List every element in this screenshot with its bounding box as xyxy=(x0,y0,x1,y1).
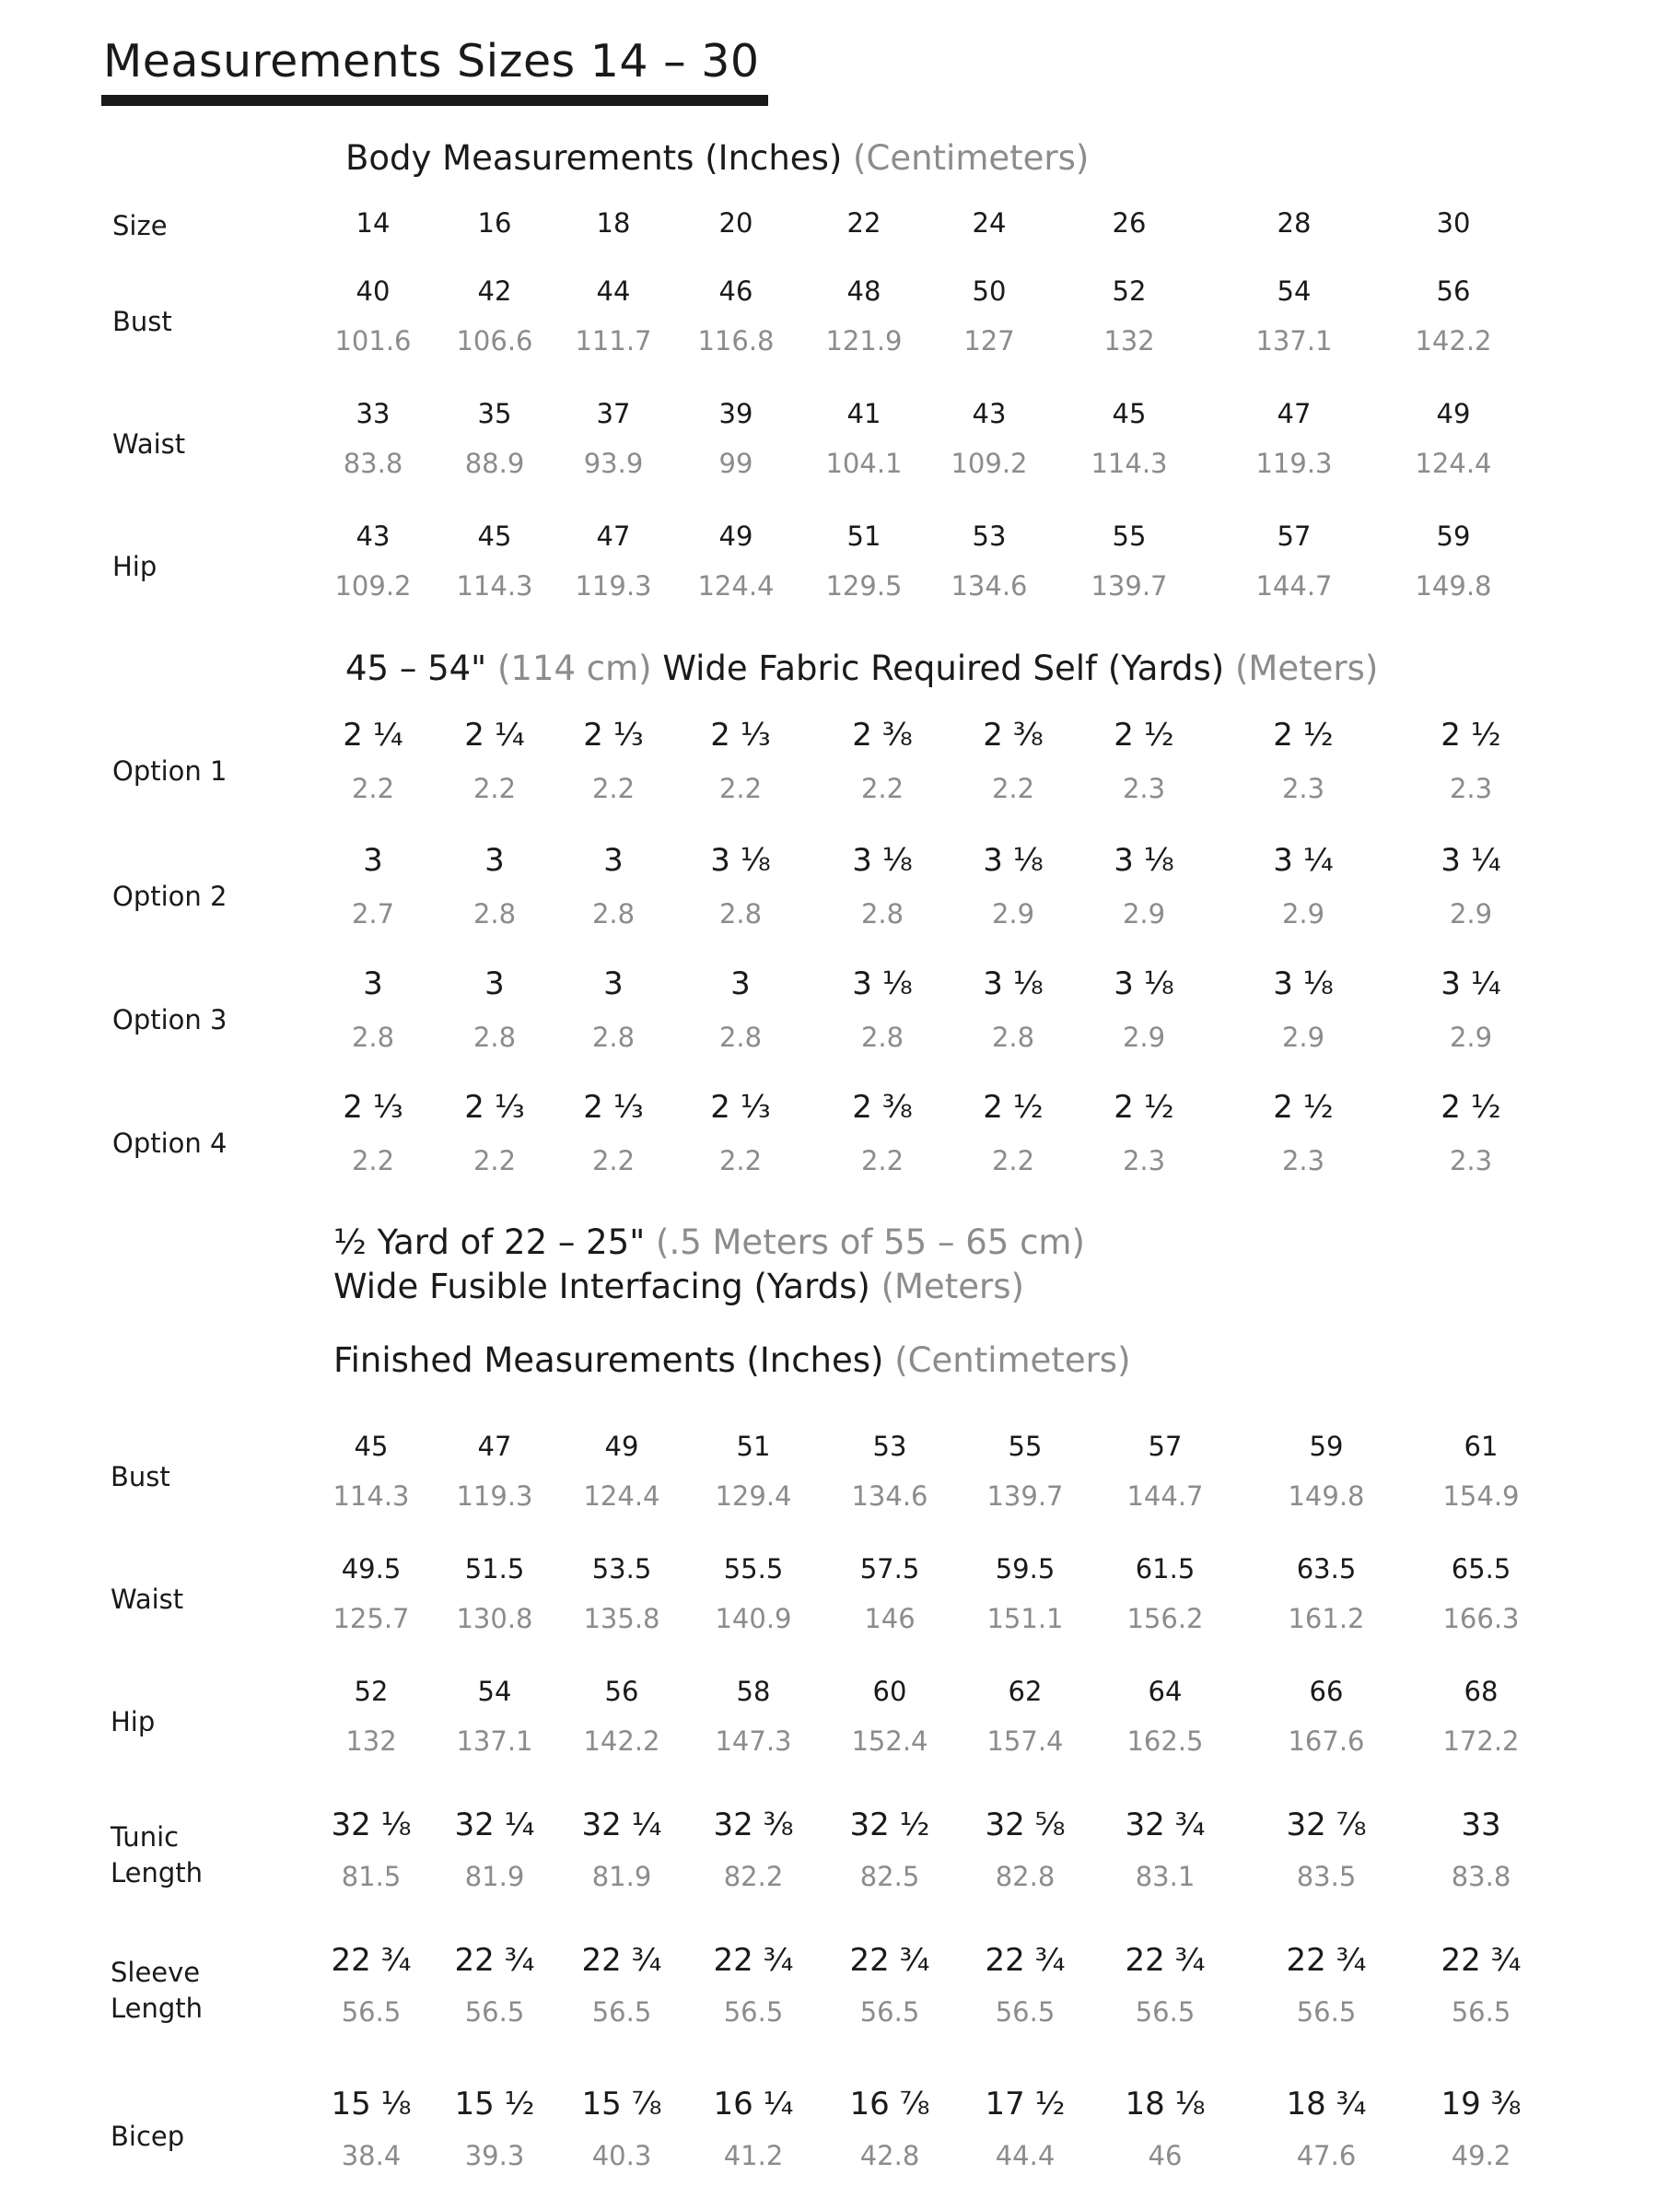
fabric-heading-width: 45 – 54" xyxy=(345,649,487,688)
finished-heading-alt: (Centimeters) xyxy=(883,1340,1131,1380)
finished-inch-value: 54 xyxy=(477,1676,512,1707)
interfacing-line1-alt: (.5 Meters of 55 – 65 cm) xyxy=(645,1222,1085,1262)
size-value: 30 xyxy=(1436,207,1471,239)
body-inch-value: 43 xyxy=(972,398,1007,429)
finished-inch-value: 16 ¼ xyxy=(713,2086,794,2122)
finished-inch-value: 51.5 xyxy=(464,1553,525,1584)
finished-cm-value: 56.5 xyxy=(1451,1996,1511,2028)
fabric-heading-alt: (Meters) xyxy=(1224,649,1379,688)
body-inch-value: 45 xyxy=(477,520,512,552)
finished-cm-value: 151.1 xyxy=(986,1603,1064,1634)
finished-cm-value: 144.7 xyxy=(1126,1480,1204,1512)
finished-cm-value: 162.5 xyxy=(1126,1725,1204,1757)
finished-inch-value: 22 ¾ xyxy=(1441,1942,1522,1979)
finished-cm-value: 152.4 xyxy=(851,1725,928,1757)
fabric-yard-value: 2 ⅓ xyxy=(583,717,644,754)
body-inch-value: 37 xyxy=(596,398,631,429)
fabric-yard-value: 3 ⅛ xyxy=(983,965,1044,1002)
body-cm-value: 106.6 xyxy=(456,325,533,357)
body-heading-main: Body Measurements (Inches) xyxy=(345,138,843,178)
fabric-yard-value: 2 ⅜ xyxy=(852,1089,913,1126)
interfacing-line2-alt: (Meters) xyxy=(869,1267,1024,1306)
body-inch-value: 39 xyxy=(718,398,753,429)
body-inch-value: 47 xyxy=(596,520,631,552)
finished-inch-value: 22 ¾ xyxy=(581,1942,662,1979)
fabric-meter-value: 2.2 xyxy=(718,1145,763,1176)
fabric-yard-value: 2 ½ xyxy=(1441,1089,1501,1126)
body-cm-value: 104.1 xyxy=(825,448,903,479)
body-inch-value: 54 xyxy=(1277,275,1312,307)
finished-row-label: Tunic Length xyxy=(111,1821,204,1888)
body-cm-value: 99 xyxy=(718,448,753,479)
fabric-yard-value: 2 ⅜ xyxy=(852,717,913,754)
fabric-yard-value: 3 ¼ xyxy=(1273,842,1334,879)
body-cm-value: 121.9 xyxy=(825,325,903,357)
fabric-yard-value: 2 ½ xyxy=(1273,1089,1334,1126)
finished-inch-value: 61.5 xyxy=(1135,1553,1196,1584)
body-inch-value: 42 xyxy=(477,275,512,307)
size-value: 26 xyxy=(1112,207,1147,239)
body-row-label: Hip xyxy=(112,551,158,582)
finished-inch-value: 57.5 xyxy=(859,1553,920,1584)
size-value: 20 xyxy=(718,207,753,239)
finished-inch-value: 15 ½ xyxy=(454,2086,535,2122)
body-inch-value: 41 xyxy=(846,398,881,429)
finished-inch-value: 22 ¾ xyxy=(849,1942,930,1979)
fabric-meter-value: 2.3 xyxy=(1449,773,1493,804)
fabric-meter-value: 2.7 xyxy=(351,898,395,930)
body-inch-value: 33 xyxy=(356,398,391,429)
finished-inch-value: 51 xyxy=(736,1431,771,1462)
finished-row-label: Bust xyxy=(111,1461,170,1492)
fabric-meter-value: 2.3 xyxy=(1449,1145,1493,1176)
finished-cm-value: 134.6 xyxy=(851,1480,928,1512)
body-row-label: Bust xyxy=(112,306,172,337)
fabric-meter-value: 2.3 xyxy=(1281,1145,1325,1176)
finished-inch-value: 64 xyxy=(1148,1676,1183,1707)
body-cm-value: 93.9 xyxy=(583,448,644,479)
finished-inch-value: 58 xyxy=(736,1676,771,1707)
page-title: Measurements Sizes 14 – 30 xyxy=(103,35,760,88)
finished-inch-value: 55 xyxy=(1008,1431,1043,1462)
fabric-meter-value: 2.2 xyxy=(591,773,636,804)
fabric-heading-cm: (114 cm) xyxy=(486,649,652,688)
fabric-meter-value: 2.3 xyxy=(1122,1145,1166,1176)
finished-cm-value: 149.8 xyxy=(1288,1480,1365,1512)
finished-inch-value: 22 ¾ xyxy=(331,1942,412,1979)
fabric-yard-value: 2 ⅓ xyxy=(583,1089,644,1126)
title-underline xyxy=(101,95,768,106)
body-cm-value: 109.2 xyxy=(951,448,1028,479)
finished-inch-value: 49.5 xyxy=(341,1553,402,1584)
finished-inch-value: 60 xyxy=(872,1676,907,1707)
body-inch-value: 52 xyxy=(1112,275,1147,307)
finished-cm-value: 56.5 xyxy=(859,1996,920,2028)
finished-cm-value: 41.2 xyxy=(723,2140,784,2171)
finished-cm-value: 56.5 xyxy=(1296,1996,1357,2028)
finished-inch-value: 33 xyxy=(1461,1807,1501,1843)
body-cm-value: 114.3 xyxy=(456,570,533,602)
finished-cm-value: 83.5 xyxy=(1296,1861,1357,1892)
finished-inch-value: 68 xyxy=(1464,1676,1499,1707)
body-cm-value: 124.4 xyxy=(1415,448,1492,479)
body-inch-value: 44 xyxy=(596,275,631,307)
finished-cm-value: 156.2 xyxy=(1126,1603,1204,1634)
finished-cm-value: 83.1 xyxy=(1135,1861,1196,1892)
fabric-meter-value: 2.8 xyxy=(860,1022,904,1053)
finished-cm-value: 44.4 xyxy=(995,2140,1056,2171)
fabric-yard-value: 3 ⅛ xyxy=(1273,965,1334,1002)
finished-inch-value: 18 ¾ xyxy=(1286,2086,1367,2122)
finished-inch-value: 22 ¾ xyxy=(713,1942,794,1979)
finished-inch-value: 32 ¼ xyxy=(454,1807,535,1843)
finished-inch-value: 22 ¾ xyxy=(985,1942,1066,1979)
fabric-yard-value: 3 ¼ xyxy=(1441,965,1501,1002)
fabric-yard-value: 3 xyxy=(484,842,505,879)
finished-inch-value: 32 ½ xyxy=(849,1807,930,1843)
fabric-meter-value: 2.8 xyxy=(472,898,517,930)
finished-cm-value: 39.3 xyxy=(464,2140,525,2171)
finished-cm-value: 139.7 xyxy=(986,1480,1064,1512)
fabric-option-label: Option 3 xyxy=(112,1004,228,1035)
interfacing-line2-main: Wide Fusible Interfacing (Yards) xyxy=(333,1267,870,1306)
finished-cm-value: 132 xyxy=(345,1725,397,1757)
finished-inch-value: 17 ½ xyxy=(985,2086,1066,2122)
body-cm-value: 129.5 xyxy=(825,570,903,602)
fabric-yard-value: 2 ⅓ xyxy=(343,1089,403,1126)
finished-row-label: Bicep xyxy=(111,2121,185,2152)
fabric-meter-value: 2.2 xyxy=(472,773,517,804)
finished-inch-value: 49 xyxy=(604,1431,639,1462)
body-cm-value: 119.3 xyxy=(575,570,652,602)
body-inch-value: 50 xyxy=(972,275,1007,307)
finished-inch-value: 53.5 xyxy=(591,1553,652,1584)
finished-inch-value: 19 ⅜ xyxy=(1441,2086,1522,2122)
fabric-meter-value: 2.8 xyxy=(591,1022,636,1053)
finished-inch-value: 22 ¾ xyxy=(1125,1942,1206,1979)
finished-inch-value: 45 xyxy=(354,1431,389,1462)
fabric-yard-value: 3 xyxy=(603,965,624,1002)
finished-cm-value: 81.5 xyxy=(341,1861,402,1892)
finished-cm-value: 56.5 xyxy=(723,1996,784,2028)
finished-cm-value: 129.4 xyxy=(715,1480,792,1512)
body-inch-value: 47 xyxy=(1277,398,1312,429)
finished-inch-value: 47 xyxy=(477,1431,512,1462)
body-inch-value: 40 xyxy=(356,275,391,307)
body-inch-value: 56 xyxy=(1436,275,1471,307)
interfacing-line1-main: ½ Yard of 22 – 25" xyxy=(333,1222,646,1262)
finished-inch-value: 22 ¾ xyxy=(1286,1942,1367,1979)
fabric-meter-value: 2.8 xyxy=(591,898,636,930)
finished-inch-value: 59.5 xyxy=(995,1553,1056,1584)
fabric-option-label: Option 4 xyxy=(112,1128,228,1159)
fabric-meter-value: 2.2 xyxy=(718,773,763,804)
finished-inch-value: 62 xyxy=(1008,1676,1043,1707)
body-inch-value: 53 xyxy=(972,520,1007,552)
finished-cm-value: 82.5 xyxy=(859,1861,920,1892)
finished-cm-value: 142.2 xyxy=(583,1725,660,1757)
fabric-meter-value: 2.2 xyxy=(991,1145,1035,1176)
fabric-heading xyxy=(345,649,1378,688)
fabric-yard-value: 3 ⅛ xyxy=(1114,965,1174,1002)
size-value: 14 xyxy=(356,207,391,239)
body-cm-value: 88.9 xyxy=(464,448,525,479)
fabric-yard-value: 3 ¼ xyxy=(1441,842,1501,879)
body-cm-value: 139.7 xyxy=(1091,570,1168,602)
fabric-yard-value: 3 ⅛ xyxy=(710,842,771,879)
fabric-meter-value: 2.9 xyxy=(1449,1022,1493,1053)
finished-inch-value: 63.5 xyxy=(1296,1553,1357,1584)
finished-cm-value: 157.4 xyxy=(986,1725,1064,1757)
finished-cm-value: 119.3 xyxy=(456,1480,533,1512)
fabric-yard-value: 3 xyxy=(603,842,624,879)
fabric-meter-value: 2.9 xyxy=(1122,1022,1166,1053)
finished-inch-value: 56 xyxy=(604,1676,639,1707)
interfacing-heading-line1 xyxy=(333,1222,1085,1262)
size-value: 16 xyxy=(477,207,512,239)
fabric-yard-value: 2 ½ xyxy=(1441,717,1501,754)
body-inch-value: 45 xyxy=(1112,398,1147,429)
finished-cm-value: 161.2 xyxy=(1288,1603,1365,1634)
finished-cm-value: 82.2 xyxy=(723,1861,784,1892)
fabric-yard-value: 2 ⅓ xyxy=(710,1089,771,1126)
fabric-heading-main: Wide Fabric Required Self (Yards) xyxy=(651,649,1225,688)
size-value: 28 xyxy=(1277,207,1312,239)
body-cm-value: 111.7 xyxy=(575,325,652,357)
finished-cm-value: 56.5 xyxy=(591,1996,652,2028)
fabric-yard-value: 2 ¼ xyxy=(343,717,403,754)
finished-inch-value: 22 ¾ xyxy=(454,1942,535,1979)
finished-cm-value: 56.5 xyxy=(995,1996,1056,2028)
finished-inch-value: 52 xyxy=(354,1676,389,1707)
fabric-yard-value: 2 ¼ xyxy=(464,717,525,754)
finished-cm-value: 46 xyxy=(1148,2140,1183,2171)
fabric-yard-value: 2 ½ xyxy=(983,1089,1044,1126)
body-cm-value: 132 xyxy=(1103,325,1155,357)
finished-cm-value: 124.4 xyxy=(583,1480,660,1512)
fabric-yard-value: 3 xyxy=(484,965,505,1002)
fabric-yard-value: 2 ⅜ xyxy=(983,717,1044,754)
body-cm-value: 83.8 xyxy=(343,448,403,479)
fabric-option-label: Option 2 xyxy=(112,881,228,912)
finished-measurements-heading xyxy=(333,1340,1131,1380)
fabric-meter-value: 2.2 xyxy=(351,1145,395,1176)
finished-inch-value: 16 ⅞ xyxy=(849,2086,930,2122)
body-inch-value: 55 xyxy=(1112,520,1147,552)
finished-cm-value: 125.7 xyxy=(332,1603,410,1634)
finished-cm-value: 167.6 xyxy=(1288,1725,1365,1757)
body-cm-value: 124.4 xyxy=(697,570,775,602)
body-inch-value: 57 xyxy=(1277,520,1312,552)
fabric-meter-value: 2.3 xyxy=(1281,773,1325,804)
body-cm-value: 127 xyxy=(963,325,1015,357)
finished-cm-value: 140.9 xyxy=(715,1603,792,1634)
finished-inch-value: 32 ¾ xyxy=(1125,1807,1206,1843)
finished-cm-value: 147.3 xyxy=(715,1725,792,1757)
finished-cm-value: 42.8 xyxy=(859,2140,920,2171)
fabric-meter-value: 2.2 xyxy=(860,773,904,804)
fabric-meter-value: 2.8 xyxy=(718,898,763,930)
finished-cm-value: 114.3 xyxy=(332,1480,410,1512)
size-label: Size xyxy=(112,210,168,241)
finished-inch-value: 32 ⅞ xyxy=(1286,1807,1367,1843)
finished-cm-value: 137.1 xyxy=(456,1725,533,1757)
finished-inch-value: 32 ⅝ xyxy=(985,1807,1066,1843)
body-cm-value: 134.6 xyxy=(951,570,1028,602)
fabric-meter-value: 2.9 xyxy=(1281,898,1325,930)
size-value: 24 xyxy=(972,207,1007,239)
finished-heading-main: Finished Measurements (Inches) xyxy=(333,1340,884,1380)
body-cm-value: 119.3 xyxy=(1255,448,1333,479)
finished-cm-value: 172.2 xyxy=(1442,1725,1520,1757)
fabric-meter-value: 2.2 xyxy=(860,1145,904,1176)
fabric-yard-value: 2 ½ xyxy=(1114,717,1174,754)
finished-cm-value: 83.8 xyxy=(1451,1861,1511,1892)
finished-inch-value: 59 xyxy=(1309,1431,1344,1462)
finished-cm-value: 154.9 xyxy=(1442,1480,1520,1512)
finished-cm-value: 56.5 xyxy=(341,1996,402,2028)
finished-cm-value: 56.5 xyxy=(1135,1996,1196,2028)
fabric-yard-value: 3 ⅛ xyxy=(852,842,913,879)
finished-cm-value: 166.3 xyxy=(1442,1603,1520,1634)
body-measurements-heading xyxy=(345,138,1089,178)
finished-cm-value: 82.8 xyxy=(995,1861,1056,1892)
interfacing-heading-line2 xyxy=(333,1267,1024,1306)
fabric-meter-value: 2.8 xyxy=(472,1022,517,1053)
finished-inch-value: 57 xyxy=(1148,1431,1183,1462)
fabric-meter-value: 2.2 xyxy=(591,1145,636,1176)
fabric-yard-value: 3 xyxy=(363,842,383,879)
fabric-yard-value: 3 ⅛ xyxy=(983,842,1044,879)
fabric-meter-value: 2.9 xyxy=(1122,898,1166,930)
fabric-meter-value: 2.8 xyxy=(860,898,904,930)
finished-inch-value: 18 ⅛ xyxy=(1125,2086,1206,2122)
size-value: 22 xyxy=(846,207,881,239)
finished-cm-value: 81.9 xyxy=(591,1861,652,1892)
fabric-yard-value: 3 ⅛ xyxy=(852,965,913,1002)
fabric-yard-value: 3 xyxy=(363,965,383,1002)
body-cm-value: 142.2 xyxy=(1415,325,1492,357)
body-inch-value: 49 xyxy=(1436,398,1471,429)
body-cm-value: 116.8 xyxy=(697,325,775,357)
fabric-meter-value: 2.2 xyxy=(351,773,395,804)
body-inch-value: 35 xyxy=(477,398,512,429)
body-heading-alt: (Centimeters) xyxy=(842,138,1090,178)
fabric-meter-value: 2.8 xyxy=(718,1022,763,1053)
fabric-meter-value: 2.8 xyxy=(351,1022,395,1053)
finished-cm-value: 135.8 xyxy=(583,1603,660,1634)
body-inch-value: 59 xyxy=(1436,520,1471,552)
finished-cm-value: 40.3 xyxy=(591,2140,652,2171)
fabric-meter-value: 2.9 xyxy=(991,898,1035,930)
finished-cm-value: 81.9 xyxy=(464,1861,525,1892)
finished-inch-value: 55.5 xyxy=(723,1553,784,1584)
finished-inch-value: 65.5 xyxy=(1451,1553,1511,1584)
finished-inch-value: 32 ¼ xyxy=(581,1807,662,1843)
finished-cm-value: 47.6 xyxy=(1296,2140,1357,2171)
fabric-yard-value: 2 ½ xyxy=(1114,1089,1174,1126)
fabric-meter-value: 2.2 xyxy=(472,1145,517,1176)
fabric-meter-value: 2.9 xyxy=(1449,898,1493,930)
finished-inch-value: 32 ⅜ xyxy=(713,1807,794,1843)
finished-cm-value: 49.2 xyxy=(1451,2140,1511,2171)
finished-inch-value: 15 ⅛ xyxy=(331,2086,412,2122)
finished-row-label: Hip xyxy=(111,1706,156,1737)
finished-cm-value: 146 xyxy=(864,1603,916,1634)
fabric-meter-value: 2.3 xyxy=(1122,773,1166,804)
fabric-yard-value: 2 ½ xyxy=(1273,717,1334,754)
size-value: 18 xyxy=(596,207,631,239)
body-inch-value: 49 xyxy=(718,520,753,552)
fabric-meter-value: 2.2 xyxy=(991,773,1035,804)
finished-inch-value: 66 xyxy=(1309,1676,1344,1707)
fabric-meter-value: 2.9 xyxy=(1281,1022,1325,1053)
body-inch-value: 43 xyxy=(356,520,391,552)
fabric-yard-value: 2 ⅓ xyxy=(464,1089,525,1126)
body-cm-value: 101.6 xyxy=(334,325,412,357)
finished-cm-value: 130.8 xyxy=(456,1603,533,1634)
fabric-yard-value: 3 xyxy=(730,965,751,1002)
fabric-yard-value: 3 ⅛ xyxy=(1114,842,1174,879)
finished-row-label: Sleeve Length xyxy=(111,1957,204,2024)
finished-cm-value: 38.4 xyxy=(341,2140,402,2171)
body-cm-value: 137.1 xyxy=(1255,325,1333,357)
body-inch-value: 46 xyxy=(718,275,753,307)
finished-inch-value: 61 xyxy=(1464,1431,1499,1462)
finished-inch-value: 53 xyxy=(872,1431,907,1462)
finished-row-label: Waist xyxy=(111,1584,184,1615)
fabric-yard-value: 2 ⅓ xyxy=(710,717,771,754)
finished-inch-value: 32 ⅛ xyxy=(331,1807,412,1843)
fabric-option-label: Option 1 xyxy=(112,755,228,787)
finished-cm-value: 56.5 xyxy=(464,1996,525,2028)
finished-inch-value: 15 ⅞ xyxy=(581,2086,662,2122)
body-inch-value: 51 xyxy=(846,520,881,552)
body-cm-value: 109.2 xyxy=(334,570,412,602)
body-cm-value: 149.8 xyxy=(1415,570,1492,602)
body-cm-value: 144.7 xyxy=(1255,570,1333,602)
body-cm-value: 114.3 xyxy=(1091,448,1168,479)
fabric-meter-value: 2.8 xyxy=(991,1022,1035,1053)
body-row-label: Waist xyxy=(112,428,186,460)
body-inch-value: 48 xyxy=(846,275,881,307)
